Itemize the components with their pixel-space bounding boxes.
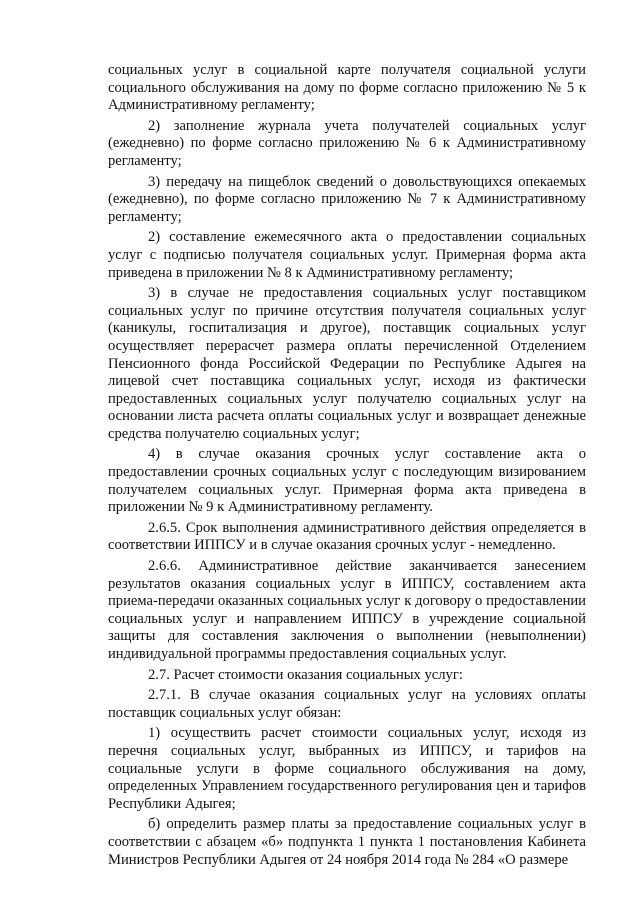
paragraph-11: 1) осуществить расчет стоимости социальных услуг, исходя из перечня социальных услуг, выбранных из ИППСУ, и тарифов на социальные услуги в форме социального обслуживания на дому, определенных Управлением государственного регулирования цен и тарифов Республики Адыгея; [108,725,586,812]
paragraph-4: 2) составление ежемесячного акта о предоставлении социальных услуг с подписью получателя социальных услуг. Примерная форма акта приведена в приложении № 8 к Административному регламенту; [108,229,586,281]
paragraph-7: 2.6.5. Срок выполнения административного действия определяется в соответствии ИППСУ и в случае оказания срочных услуг - немедленно. [108,519,586,554]
paragraph-8: 2.6.6. Административное действие заканчивается занесением результатов оказания социальных услуг в ИППСУ, составлением акта приема-передачи оказанных социальных услуг к договору о предоставлении социальных услуг и направлением ИППСУ в учреждение социальной защиты для составления заключения о выполнении (невыполнении) индивидуальной программы предоставления социальных услуг. [108,558,586,662]
paragraph-1: социальных услуг в социальной карте получателя социальной услуги социального обслуживания на дому по форме согласно приложению № 5 к Административному регламенту; [108,62,586,114]
paragraph-10: 2.7.1. В случае оказания социальных услуг на условиях оплаты поставщик социальных услуг обязан: [108,687,586,721]
paragraph-5: 3) в случае не предоставления социальных услуг поставщиком социальных услуг по причине отсутствия получателя социальных услуг (каникулы, госпитализация и другое), поставщик социальных услуг осуществляет перерасчет размера оплаты перечисленной Отделением Пенсионного фонда Российской Федерации по Республике Адыгея на лицевой счет поставщика социальных услуг, исходя из фактически предоставленных социальных услуг получателю социальных услуг на основании листа расчета оплаты социальных услуг и возвращает денежные средства получателю социальных услуг; [108,285,586,442]
paragraph-3: 3) передачу на пищеблок сведений о довольствующихся опекаемых (ежедневно), по форме согласно приложению № 7 к Административному регламенту; [108,173,586,225]
paragraph-9: 2.7. Расчет стоимости оказания социальных услуг: [148,666,463,683]
paragraph-2: 2) заполнение журнала учета получателей социальных услуг (ежедневно) по форме согласно приложению № 6 к Административному регламенту; [108,117,586,169]
document-page [108,62,586,869]
paragraph-6: 4) в случае оказания срочных услуг составление акта о предоставлении срочных социальных услуг с последующим визированием получателем социальных услуг. Примерная форма акта приведена в приложении № 9 к Административному регламенту. [108,446,586,516]
paragraph-12: б) определить размер платы за предоставление социальных услуг в соответствии с абзацем «б» подпункта 1 пункта 1 постановления Кабинета Министров Республики Адыгея от 24 ноября 2014 года № 284 «О размере [108,816,586,868]
